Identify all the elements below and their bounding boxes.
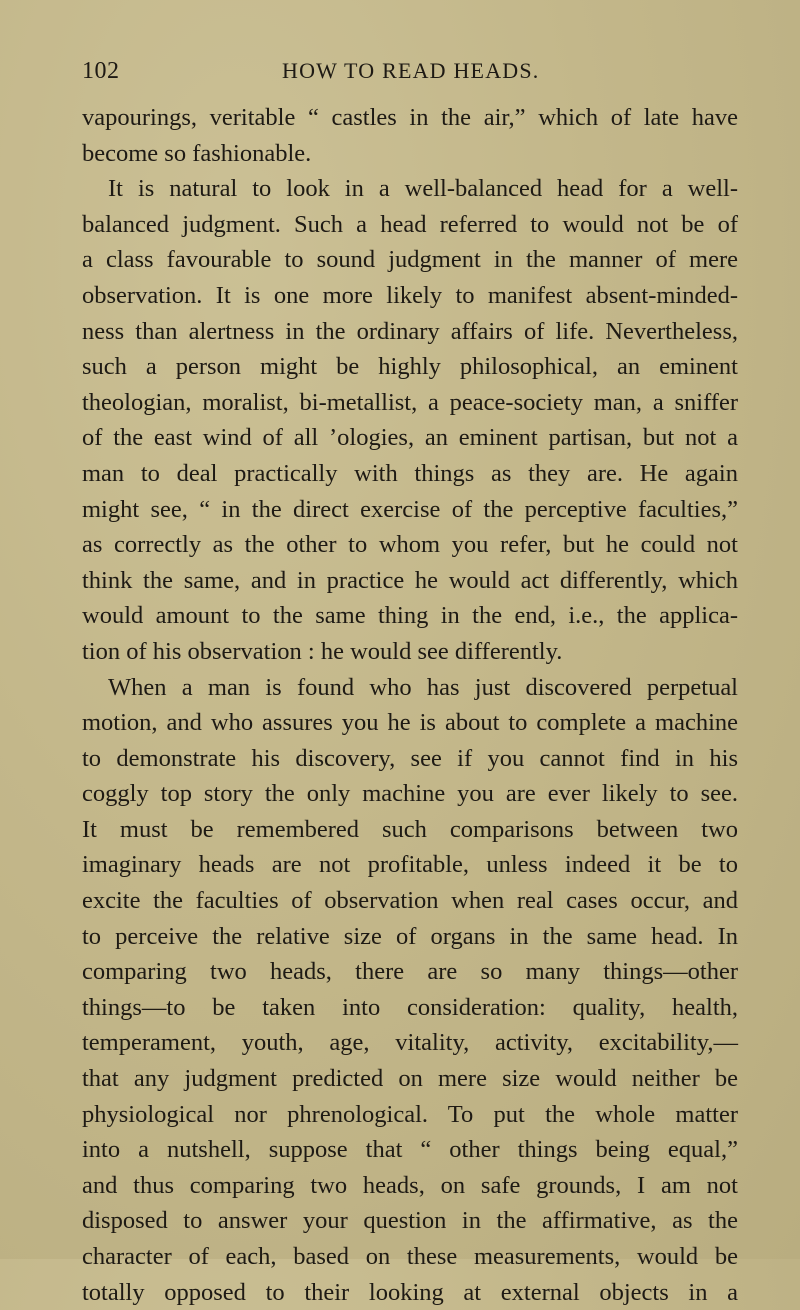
text-line: It is natural to look in a well-balanced head for a well-: [108, 175, 738, 203]
text-line: excite the faculties of observation when real cases occur, and: [82, 887, 738, 915]
text-line: It must be remembered such comparisons between two: [82, 815, 738, 843]
body-text: [82, 100, 738, 1310]
text-line: totally opposed to their looking at external objects in a: [82, 1278, 738, 1306]
text-line: into a nutshell, suppose that “ other things being equal,”: [82, 1136, 738, 1164]
text-line: comparing two heads, there are so many things—other: [82, 958, 738, 986]
text-line: When a man is found who has just discovered perpetual: [108, 673, 738, 701]
text-line: as correctly as the other to whom you refer, but he could not: [82, 531, 738, 559]
text-line: become so fashionable.: [82, 139, 312, 167]
text-line: such a person might be highly philosophical, an eminent: [82, 353, 738, 381]
text-line: balanced judgment. Such a head referred to would not be of: [82, 210, 738, 238]
text-line: ness than alertness in the ordinary affairs of life. Nevertheless,: [82, 317, 738, 345]
text-line: think the same, and in practice he would act differently, which: [82, 566, 738, 594]
text-line: vapourings, veritable “ castles in the air,” which of late have: [82, 104, 738, 131]
text-line: temperament, youth, age, vitality, activity, excitability,—: [82, 1029, 738, 1057]
text-line: imaginary heads are not profitable, unless indeed it be to: [82, 851, 738, 879]
text-line: might see, “ in the direct exercise of the perceptive faculties,”: [82, 495, 738, 523]
page-number: 102: [82, 58, 120, 84]
text-line: and thus comparing two heads, on safe grounds, I am not: [82, 1171, 738, 1199]
text-line: a class favourable to sound judgment in the manner of mere: [82, 246, 738, 274]
text-line: to perceive the relative size of organs in the same head. In: [82, 922, 738, 950]
text-line: that any judgment predicted on mere size would neither be: [82, 1065, 738, 1093]
running-title: HOW TO READ HEADS.: [282, 58, 540, 83]
text-line: would amount to the same thing in the end, i.e., the applica-: [82, 602, 738, 630]
text-line: of the east wind of all ’ologies, an eminent partisan, but not a: [82, 424, 738, 452]
text-line: motion, and who assures you he is about to complete a machine: [82, 709, 738, 737]
text-line: disposed to answer your question in the affirmative, as the: [82, 1207, 738, 1235]
text-line: things—to be taken into consideration: quality, health,: [82, 993, 738, 1021]
text-line: physiological nor phrenological. To put the whole matter: [82, 1100, 738, 1128]
text-line: man to deal practically with things as they are. He again: [82, 459, 738, 487]
text-line: observation. It is one more likely to manifest absent-minded-: [82, 281, 738, 309]
text-line: character of each, based on these measurements, would be: [82, 1243, 738, 1270]
text-line: coggly top story the only machine you are ever likely to see.: [82, 780, 738, 808]
text-line: tion of his observation : he would see differently.: [82, 637, 563, 665]
page-header: [82, 58, 718, 94]
text-line: theologian, moralist, bi-metallist, a peace-society man, a sniffer: [82, 388, 738, 416]
text-line: to demonstrate his discovery, see if you cannot find in his: [82, 744, 738, 772]
